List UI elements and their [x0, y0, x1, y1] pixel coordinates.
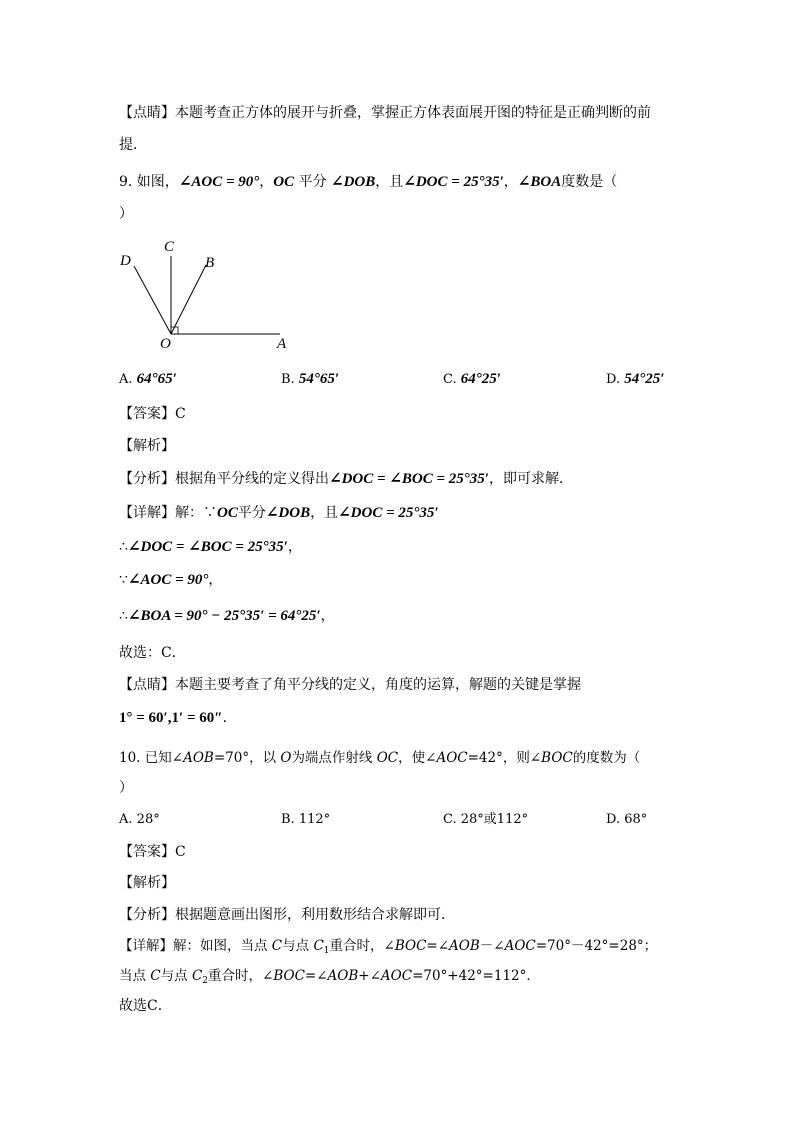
q9-step3-end: ， — [320, 608, 335, 624]
q10-text: ，使∠ — [398, 750, 437, 766]
q10-boc: BOC — [394, 938, 427, 954]
q9-angle-figure — [110, 232, 300, 352]
prev-dianjing-line2: 提． — [119, 137, 147, 153]
q10-stem — [119, 748, 640, 768]
q9-math-oc: OC — [273, 174, 295, 190]
q10-text: 重合时，∠ — [329, 938, 395, 954]
option-value: 64°65′ — [136, 371, 177, 387]
q9-math-dob: ∠DOB — [331, 174, 376, 190]
q9-fenxi-math: ∠DOC = ∠BOC = 25°35′ — [329, 471, 489, 487]
label-a: A — [277, 336, 287, 352]
q9-step3-math: ∠BOA = 90° − 25°35′ = 64°25′ — [127, 608, 321, 624]
q10-option-d[interactable] — [606, 810, 647, 830]
q9-text-and: ，且 — [375, 174, 404, 190]
q10-option-a[interactable] — [119, 810, 160, 830]
q10-text: 与点 — [160, 968, 192, 984]
q10-oc: OC — [376, 750, 399, 766]
q9-math-aoc: ∠AOC = 90° — [178, 174, 260, 190]
prev-dianjing-line1: 【点睛】本题考查正方体的展开与折叠，掌握正方体表面展开图的特征是正确判断的前 — [119, 105, 651, 121]
ray-ob — [171, 265, 206, 334]
q9-option-a[interactable] — [119, 369, 177, 390]
option-label: A. — [119, 372, 133, 387]
label-d: D — [120, 253, 131, 269]
q9-dianjing-end: ． — [222, 710, 237, 726]
option-label: D. — [606, 812, 621, 827]
q9-xj-doc: ∠DOC = 25°35′ — [338, 505, 439, 521]
q10-aoc: AOC — [436, 750, 468, 766]
q10-jiexi: 【解析】 — [119, 875, 175, 891]
q9-xj-text: 【详解】解：∵ — [119, 505, 217, 521]
q9-fenxi-text: 【分析】根据角平分线的定义得出 — [119, 471, 329, 487]
option-label: D. — [606, 372, 621, 387]
q9-step2-math: ∠AOC = 90° — [127, 572, 209, 588]
q9-xj-and: ，且 — [310, 505, 339, 521]
q10-text: =∠ — [304, 968, 328, 984]
q10-text: 重合时，∠ — [208, 968, 274, 984]
q9-answer: 【答案】C — [119, 406, 186, 422]
q10-fenxi: 【分析】根据题意画出图形，利用数形结合求解即可． — [119, 907, 455, 923]
option-label: C. — [443, 812, 457, 827]
q10-option-c[interactable] — [443, 810, 528, 830]
therefore-symbol: ∴ — [119, 608, 128, 624]
q10-aob: AOB — [183, 750, 214, 766]
q9-step1 — [119, 537, 302, 557]
option-label: B. — [281, 812, 295, 827]
q9-step3 — [119, 606, 335, 626]
option-label: A. — [119, 812, 133, 827]
q10-boc: BOC — [541, 750, 573, 766]
q9-xiangjie — [119, 503, 439, 523]
q10-text: 【详解】解：如图，当点 — [119, 938, 272, 954]
q9-dianjing-formula: 1° = 60′,1′ = 60″ — [119, 710, 223, 726]
q10-text: 为端点作射线 — [291, 750, 377, 766]
q9-fenxi — [119, 469, 573, 489]
because-symbol: ∵ — [119, 572, 128, 588]
q10-aob: AOB — [327, 968, 359, 984]
q10-boc: BOC — [273, 968, 305, 984]
label-c: C — [164, 239, 175, 255]
label-b: B — [205, 255, 215, 271]
option-label: C. — [443, 372, 457, 387]
q10-sub1: 1 — [323, 946, 330, 956]
option-value: 54°25′ — [624, 371, 665, 387]
q9-jiexi: 【解析】 — [119, 438, 175, 454]
q10-xiangjie-line2 — [119, 966, 540, 991]
q9-comma2: ， — [503, 174, 518, 190]
q9-step1-math: ∠DOC = ∠BOC = 25°35′ — [127, 539, 288, 555]
q9-close-paren: ） — [119, 206, 133, 222]
q10-aoc: AOC — [504, 938, 536, 954]
option-value: 64°25′ — [460, 371, 501, 387]
q9-choose: 故选：C． — [119, 645, 186, 661]
q10-text: =∠ — [426, 938, 450, 954]
q10-close-paren: ） — [119, 780, 133, 796]
q10-xiangjie-line1 — [119, 936, 657, 961]
q9-dianjing: 【点睛】本题主要考查了角平分线的定义，角度的运算，解题的关键是掌握 — [119, 677, 581, 693]
q10-text: =70°+42°=112°． — [412, 968, 540, 984]
q9-option-d[interactable] — [606, 369, 664, 390]
q9-step2 — [119, 570, 222, 590]
q9-math-doc: ∠DOC = 25°35′ — [403, 174, 504, 190]
option-value: 68° — [624, 812, 648, 827]
q9-text-degree: 度数是（ — [561, 174, 618, 190]
q9-stem — [119, 172, 617, 192]
q10-choose: 故选C． — [119, 998, 172, 1014]
q10-aoc: AOC — [380, 968, 413, 984]
option-value: 54°65′ — [298, 371, 340, 387]
q10-c2: C — [191, 968, 203, 984]
label-o: O — [160, 336, 171, 352]
option-value: 28° — [136, 812, 160, 827]
q10-text: 10. 已知∠ — [119, 750, 184, 766]
q10-text: 当点 — [119, 968, 151, 984]
option-label: B. — [281, 372, 295, 387]
q9-xj-bisects: 平分 — [237, 505, 266, 521]
q9-number: 9. 如图， — [119, 174, 179, 190]
q10-c: C — [271, 938, 283, 954]
q10-o: O — [280, 750, 292, 766]
q9-option-b[interactable] — [281, 369, 339, 390]
q9-dianjing-math — [119, 708, 237, 728]
q9-step1-end: ， — [287, 539, 302, 555]
q10-aob: AOB — [449, 938, 480, 954]
q9-xj-oc: OC — [217, 505, 238, 521]
q9-step2-end: ， — [208, 572, 223, 588]
q9-option-c[interactable] — [443, 369, 501, 390]
q10-c1: C — [313, 938, 324, 954]
q10-text: 与点 — [282, 938, 314, 954]
therefore-symbol: ∴ — [119, 539, 128, 555]
q10-text: =42°，则∠ — [467, 750, 542, 766]
q9-text-bisects: 平分 — [294, 174, 332, 190]
q10-answer: 【答案】C — [119, 844, 186, 860]
q10-text: +∠ — [358, 968, 381, 984]
q10-text: =70°－42°=28°； — [535, 938, 658, 954]
q9-math-boa: ∠BOA — [517, 174, 562, 190]
q10-text: 的度数为（ — [572, 750, 641, 766]
q9-xj-dob: ∠DOB — [265, 505, 311, 521]
ray-od — [134, 266, 171, 334]
q10-sub2: 2 — [202, 976, 209, 986]
q10-text: －∠ — [479, 938, 505, 954]
q10-option-b[interactable] — [281, 810, 330, 830]
option-value: 28°或112° — [460, 812, 529, 827]
q9-comma: ， — [259, 174, 274, 190]
option-value: 112° — [298, 812, 331, 827]
q9-fenxi-end: ，即可求解． — [488, 471, 573, 487]
q10-text: =70°，以 — [213, 750, 281, 766]
q10-c: C — [150, 968, 161, 984]
